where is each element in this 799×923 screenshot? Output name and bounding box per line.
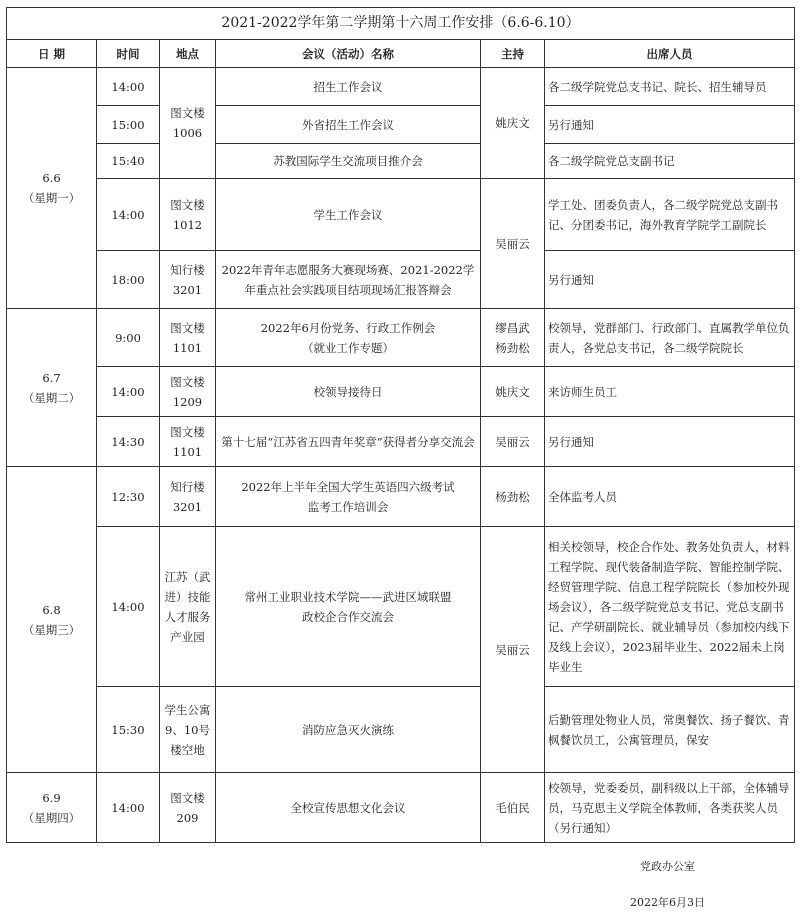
host-line: 缪昌武 xyxy=(495,320,530,335)
attendees-cell: 另行通知 xyxy=(545,251,795,309)
location-cell: 图文楼1101 xyxy=(160,309,216,367)
time-cell: 15:30 xyxy=(97,687,160,773)
time-cell: 14:00 xyxy=(97,68,160,106)
name-cell xyxy=(216,527,481,687)
name-cell: 苏教国际学生交流项目推介会 xyxy=(216,144,481,179)
table-row xyxy=(7,417,795,467)
location-cell: 图文楼209 xyxy=(160,773,216,843)
page-title: 2021-2022学年第二学期第十六周工作安排（6.6-6.10） xyxy=(7,8,795,40)
date-label: 6.9 xyxy=(42,790,61,805)
location-cell: 图文楼1101 xyxy=(160,417,216,467)
host-cell: 毛伯民 xyxy=(481,773,545,843)
attendees-cell: 另行通知 xyxy=(545,417,795,467)
host-cell: 姚庆文 xyxy=(481,367,545,417)
time-cell: 14:00 xyxy=(97,773,160,843)
attendees-cell: 后勤管理处物业人员，常奥餐饮、扬子餐饮、青枫餐饮员工，公寓管理员，保安 xyxy=(545,687,795,773)
table-row xyxy=(7,309,795,367)
name-cell xyxy=(216,309,481,367)
name-line: 监考工作培训会 xyxy=(307,499,389,514)
date-label: 6.7 xyxy=(42,370,61,385)
host-cell xyxy=(481,309,545,367)
weekday-label: （星期三） xyxy=(22,622,81,637)
date-label: 6.6 xyxy=(42,171,61,185)
time-cell: 12:30 xyxy=(97,467,160,527)
name-cell: 消防应急灭火演练 xyxy=(216,687,481,773)
header-location: 地点 xyxy=(160,40,216,68)
table-row xyxy=(7,68,795,106)
time-cell: 14:30 xyxy=(97,417,160,467)
name-line: 2022年上半年全国大学生英语四六级考试 xyxy=(241,479,455,494)
header-time: 时间 xyxy=(97,40,160,68)
table-row xyxy=(7,527,795,687)
header-name: 会议（活动）名称 xyxy=(216,40,481,68)
name-cell: 全校宣传思想文化会议 xyxy=(216,773,481,843)
time-cell: 15:00 xyxy=(97,106,160,144)
attendees-cell: 来访师生员工 xyxy=(545,367,795,417)
table-row xyxy=(7,687,795,773)
name-cell xyxy=(216,467,481,527)
table-row xyxy=(7,773,795,843)
table-row xyxy=(7,144,795,179)
table-row xyxy=(7,367,795,417)
date-label: 6.8 xyxy=(42,602,61,617)
footer-date: 2022年6月3日 xyxy=(630,896,705,909)
location-cell: 知行楼3201 xyxy=(160,251,216,309)
attendees-cell: 各二级学院党总支副书记 xyxy=(545,144,795,179)
name-cell: 第十七届“江苏省五四青年奖章”获得者分享交流会 xyxy=(216,417,481,467)
attendees-cell: 各二级学院党总支书记、院长、招生辅导员 xyxy=(545,68,795,106)
attendees-cell: 相关校领导，校企合作处、教务处负责人，材料工程学院、现代装备制造学院、智能控制学院、经贸管理学院、信息工程学院院长（参加校外现场会议），各二级学院党总支书记、党总支副书记、产学研副院长、就业辅导员（参加校内线下及线上会议），2023届毕业生、2022届未上岗毕业生 xyxy=(545,527,795,687)
name-line: 政校企合作交流会 xyxy=(302,609,394,624)
schedule-table xyxy=(6,7,795,843)
name-cell: 外省招生工作会议 xyxy=(216,106,481,144)
attendees-cell: 校领导，党委委员，副科级以上干部，全体辅导员，马克思主义学院全体教师，各类获奖人员（另行通知） xyxy=(545,773,795,843)
weekday-label: （星期一） xyxy=(22,191,81,205)
table-row xyxy=(7,251,795,309)
date-cell xyxy=(7,773,97,843)
time-cell: 9:00 xyxy=(97,309,160,367)
time-cell: 15:40 xyxy=(97,144,160,179)
table-row xyxy=(7,467,795,527)
date-cell xyxy=(7,309,97,467)
host-line: 杨劲松 xyxy=(495,340,530,355)
attendees-cell: 另行通知 xyxy=(545,106,795,144)
time-cell: 14:00 xyxy=(97,179,160,251)
weekday-label: （星期四） xyxy=(22,810,81,825)
location-cell: 图文楼1209 xyxy=(160,367,216,417)
header-date: 日 期 xyxy=(7,40,97,68)
name-line: （就业工作专题） xyxy=(302,340,394,355)
attendees-cell: 校领导，党群部门、行政部门、直属教学单位负责人，各党总支书记，各二级学院院长 xyxy=(545,309,795,367)
host-cell: 姚庆文 xyxy=(481,68,545,179)
time-cell: 14:00 xyxy=(97,367,160,417)
table-row xyxy=(7,179,795,251)
weekday-label: （星期二） xyxy=(22,390,81,405)
host-cell: 杨劲松 xyxy=(481,467,545,527)
time-cell: 18:00 xyxy=(97,251,160,309)
date-cell xyxy=(7,467,97,773)
footer-office: 党政办公室 xyxy=(640,860,695,873)
host-cell: 吴丽云 xyxy=(481,417,545,467)
host-cell: 吴丽云 xyxy=(481,179,545,309)
location-cell: 图文楼1006 xyxy=(160,68,216,179)
name-cell: 2022年青年志愿服务大赛现场赛、2021-2022学年重点社会实践项目结项现场汇报答辩会 xyxy=(216,251,481,309)
header-host: 主持 xyxy=(481,40,545,68)
time-cell: 14:00 xyxy=(97,527,160,687)
name-cell: 招生工作会议 xyxy=(216,68,481,106)
name-line: 常州工业职业技术学院——武进区域联盟 xyxy=(244,589,452,604)
name-cell: 学生工作会议 xyxy=(216,179,481,251)
location-cell: 江苏（武进）技能人才服务产业园 xyxy=(160,527,216,687)
name-cell: 校领导接待日 xyxy=(216,367,481,417)
name-line: 2022年6月份党务、行政工作例会 xyxy=(260,320,436,335)
location-cell: 知行楼3201 xyxy=(160,467,216,527)
host-cell: 吴丽云 xyxy=(481,527,545,773)
header-attendees: 出席人员 xyxy=(545,40,795,68)
attendees-cell: 全体监考人员 xyxy=(545,467,795,527)
table-row xyxy=(7,106,795,144)
attendees-cell: 学工处、团委负责人，各二级学院党总支副书记、分团委书记，海外教育学院学工副院长 xyxy=(545,179,795,251)
location-cell: 学生公寓9、10号楼空地 xyxy=(160,687,216,773)
location-cell: 图文楼1012 xyxy=(160,179,216,251)
date-cell xyxy=(7,68,97,309)
